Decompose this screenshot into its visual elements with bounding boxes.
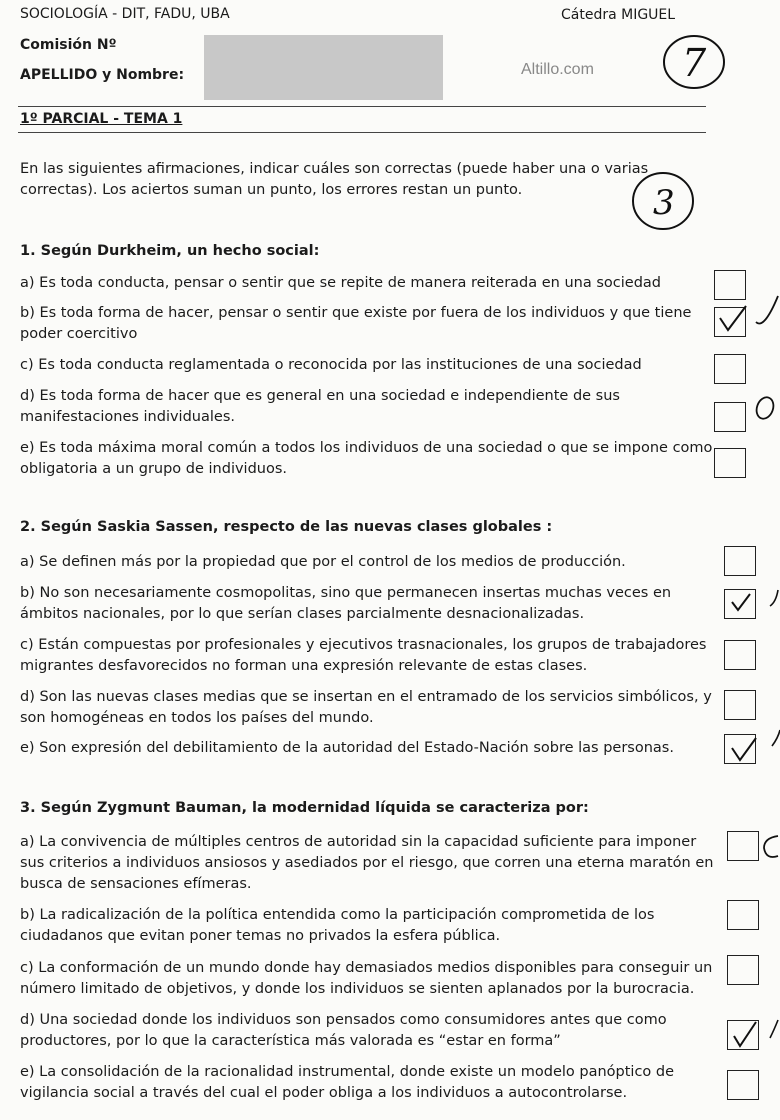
q3-option-a-checkbox[interactable] <box>727 831 759 861</box>
q3-option-c-checkbox[interactable] <box>727 955 759 985</box>
checkmark-icon <box>712 286 780 336</box>
grade-value: 7 <box>682 41 707 85</box>
institution-label: SOCIOLOGÍA - DIT, FADU, UBA <box>20 6 230 22</box>
q2-option-c: c) Están compuestas por profesionales y ejecutivos trasnacionales, los grupos de trabajadores migrantes desfavorecidos no forman una expresión relevante de estas clases. <box>20 637 707 674</box>
catedra-label: Cátedra MIGUEL <box>561 7 676 23</box>
zero-mark-icon <box>752 394 780 424</box>
intro-line-1: En las siguientes afirmaciones, indicar cuáles son correctas (puede haber una o varias <box>20 161 649 177</box>
q1-option-d-checkbox[interactable] <box>714 402 746 432</box>
comision-label: Comisión Nº <box>20 37 117 53</box>
question-3-title: 3. Según Zygmunt Bauman, la modernidad líquida se caracteriza por: <box>20 800 589 816</box>
section-score-value: 3 <box>653 183 675 223</box>
checkmark-icon <box>726 1008 780 1052</box>
q2-option-d: d) Son las nuevas clases medias que se insertan en el entramado de los servicios simbólicos, y son homogéneas en todos los países del mundo. <box>20 689 712 726</box>
q3-option-e-checkbox[interactable] <box>727 1070 759 1100</box>
q3-option-c: c) La conformación de un mundo donde hay demasiados medios disponibles para conseguir un número limitado de objetivos, y donde los individuos se sienten aplanados por la burocracia. <box>20 960 713 997</box>
q1-option-c-checkbox[interactable] <box>714 354 746 384</box>
q3-option-d: d) Una sociedad donde los individuos son pensados como consumidores antes que como productores, por lo que la característica más valorada es “estar en forma” <box>20 1012 667 1049</box>
q2-option-a-checkbox[interactable] <box>724 546 756 576</box>
q1-option-c: c) Es toda conducta reglamentada o reconocida por las instituciones de una sociedad <box>20 357 642 373</box>
grade-circle <box>660 30 730 95</box>
q3-option-e: e) La consolidación de la racionalidad instrumental, donde existe un modelo panóptico de vigilancia social a través del cual el poder obliga a los individuos a autocontrolarse. <box>20 1064 675 1101</box>
exam-title: 1º PARCIAL - TEMA 1 <box>20 111 183 127</box>
q3-option-b: b) La radicalización de la política entendida como la participación comprometida de los ciudadanos que evitan poner temas no privados la esfera pública. <box>20 907 655 944</box>
q3-option-b-checkbox[interactable] <box>727 900 759 930</box>
section-score-circle <box>628 168 700 238</box>
checkmark-icon <box>724 580 780 620</box>
q2-option-b: b) No son necesariamente cosmopolitas, sino que permanecen insertas muchas veces en ámbitos nacionales, por lo que serían clases parcialmente desnacionalizadas. <box>20 585 672 622</box>
q2-option-e: e) Son expresión del debilitamiento de la autoridad del Estado-Nación sobre las personas. <box>20 740 674 756</box>
q1-option-e-checkbox[interactable] <box>714 448 746 478</box>
question-2-title: 2. Según Saskia Sassen, respecto de las nuevas clases globales : <box>20 519 553 535</box>
intro-line-2: correctas). Los aciertos suman un punto, los errores restan un punto. <box>20 182 523 198</box>
watermark: Altillo.com <box>521 61 594 78</box>
q1-option-d: d) Es toda forma de hacer que es general en una sociedad e independiente de sus manifestaciones individuales. <box>20 388 620 425</box>
q2-option-c-checkbox[interactable] <box>724 640 756 670</box>
name-label: APELLIDO y Nombre: <box>20 67 185 83</box>
q1-option-b: b) Es toda forma de hacer, pensar o sentir que existe por fuera de los individuos y que tiene poder coercitivo <box>20 305 692 342</box>
checkmark-icon <box>724 722 780 766</box>
redacted-name-block <box>204 35 443 100</box>
q1-option-e: e) Es toda máxima moral común a todos los individuos de una sociedad o que se impone como obligatoria a un grupo de individuos. <box>20 440 713 477</box>
zero-mark-icon <box>758 830 780 864</box>
q1-option-a: a) Es toda conducta, pensar o sentir que se repite de manera reiterada en una sociedad <box>20 275 661 291</box>
q2-option-a: a) Se definen más por la propiedad que por el control de los medios de producción. <box>20 554 626 570</box>
question-1-title: 1. Según Durkheim, un hecho social: <box>20 243 320 259</box>
q2-option-d-checkbox[interactable] <box>724 690 756 720</box>
q3-option-a: a) La convivencia de múltiples centros de autoridad sin la capacidad suficiente para imponer sus criterios a individuos ansiosos y asediados por el riesgo, que corren una eterna maratón en busca de sensaciones efímeras. <box>20 834 714 892</box>
